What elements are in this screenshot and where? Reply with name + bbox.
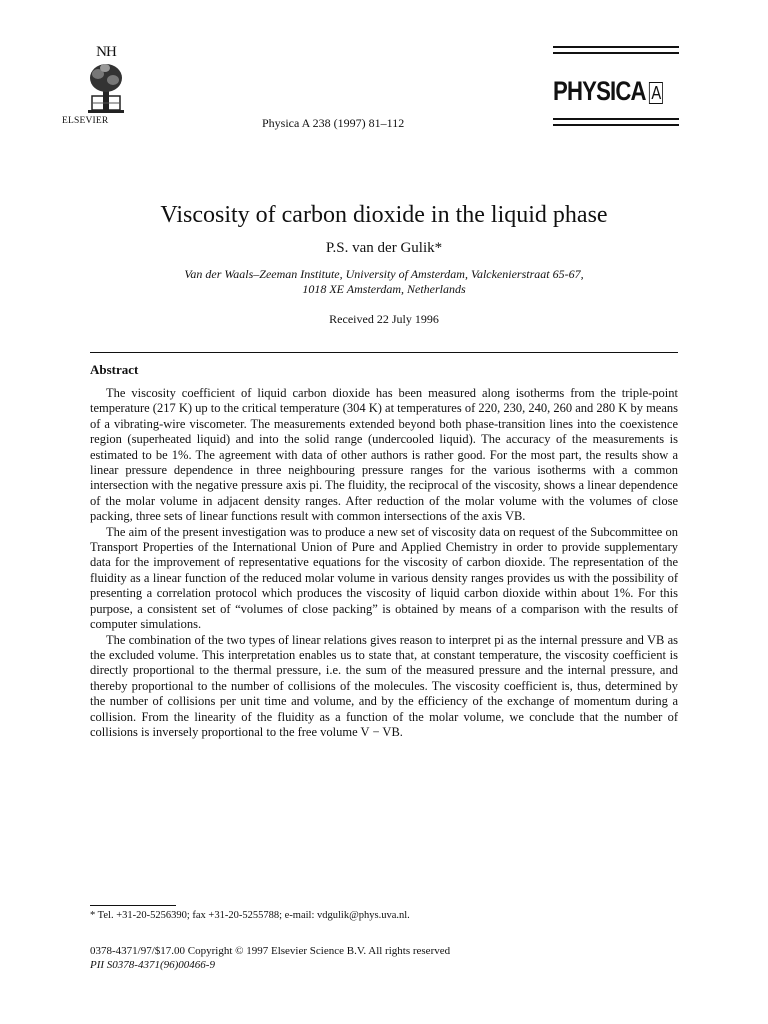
journal-logo <box>553 76 663 107</box>
affiliation-line-1: Van der Waals–Zeeman Institute, University of Amsterdam, Valckenierstraat 65-67, <box>184 267 584 281</box>
article-title: Viscosity of carbon dioxide in the liquid phase <box>160 202 608 228</box>
pii-line: PII S0378-4371(96)00466-9 <box>90 959 215 971</box>
author-affiliation <box>0 267 768 297</box>
article-author: P.S. van der Gulik* <box>325 240 443 256</box>
publisher-name: ELSEVIER <box>62 116 109 126</box>
author-footnote: * Tel. +31-20-5256390; fax +31-20-5255788; e-mail: vdgulik@phys.uva.nl. <box>90 910 410 921</box>
copyright-line: 0378-4371/97/$17.00 Copyright © 1997 Elsevier Science B.V. All rights reserved <box>90 945 451 957</box>
logo-initials: NH <box>96 44 116 60</box>
journal-rule-bottom <box>553 118 679 130</box>
abstract-paragraph: The aim of the present investigation was to produce a new set of viscosity data on request of the Subcommittee on Transport Properties of the International Union of Pure and Applied Chemistry in order to provide supplementary data for the improvement of representative equations for the viscosity of carbon dioxide. The representation of the fluidity as a linear function of the reduced molar volume in various density ranges provides us with the possibility of presenting a correlation protocol which produces the viscosity of liquid carbon dioxide within about 1%. For this purpose, a consistent set of “volumes of close packing” is obtained by means of a comparison with the results of computer simulations. <box>90 524 678 632</box>
journal-citation: Physica A 238 (1997) 81–112 <box>262 116 405 130</box>
affiliation-line-2: 1018 XE Amsterdam, Netherlands <box>302 282 466 296</box>
abstract-body <box>90 386 678 740</box>
journal-name: PHYSICA <box>553 76 646 106</box>
received-date: Received 22 July 1996 <box>329 312 439 326</box>
abstract-heading: Abstract <box>90 362 139 377</box>
journal-series: A <box>649 82 663 104</box>
abstract-paragraph: The viscosity coefficient of liquid carbon dioxide has been measured along isotherms from the triple-point temperature (217 K) up to the critical temperature (304 K) at temperatures of 220, 230, 240, 260 and 280 K by means of a vibrating-wire viscometer. The measurements extended beyond both phase-transition lines into the coexistence region (superheated liquid) and into the solid range (undercooled liquid). The accuracy of the measurements is estimated to be 1%. The agreement with data of other authors is rather good. For the most part, the results show a linear pressure dependence in three neighbouring pressure ranges for the various isotherms with a common intersection with the negative pressure axis pi. The fluidity, the reciprocal of the viscosity, shows a linear dependence of the molar volume in adjacent density ranges. After reduction of the molar volume with the volumes of close packing, three sets of linear functions result with common intersections of the axis VB. <box>90 386 679 524</box>
footnote-rule <box>90 905 176 906</box>
abstract-paragraph: The combination of the two types of linear relations gives reason to interpret pi as the internal pressure and VB as the excluded volume. This interpretation enables us to state that, at constant temperature, the viscosity coefficient is directly proportional to the thermal pressure, i.e. the sum of the measured pressure and the internal pressure, and thereby proportional to the number of collisions of the molecules. The viscosity coefficient is, thus, determined by the number of collisions per unit time and volume, and by the efficiency of the exchange of momentum during a collision. From the linearity of the fluidity as a function of the molar volume, we conclude that the number of collisions is inversely proportional to the free volume V − VB. <box>90 632 678 739</box>
publisher-logo <box>84 44 128 114</box>
journal-rule-top <box>553 46 679 58</box>
copyright-block <box>90 944 450 972</box>
section-divider <box>90 352 678 353</box>
elsevier-tree-icon <box>86 60 126 114</box>
